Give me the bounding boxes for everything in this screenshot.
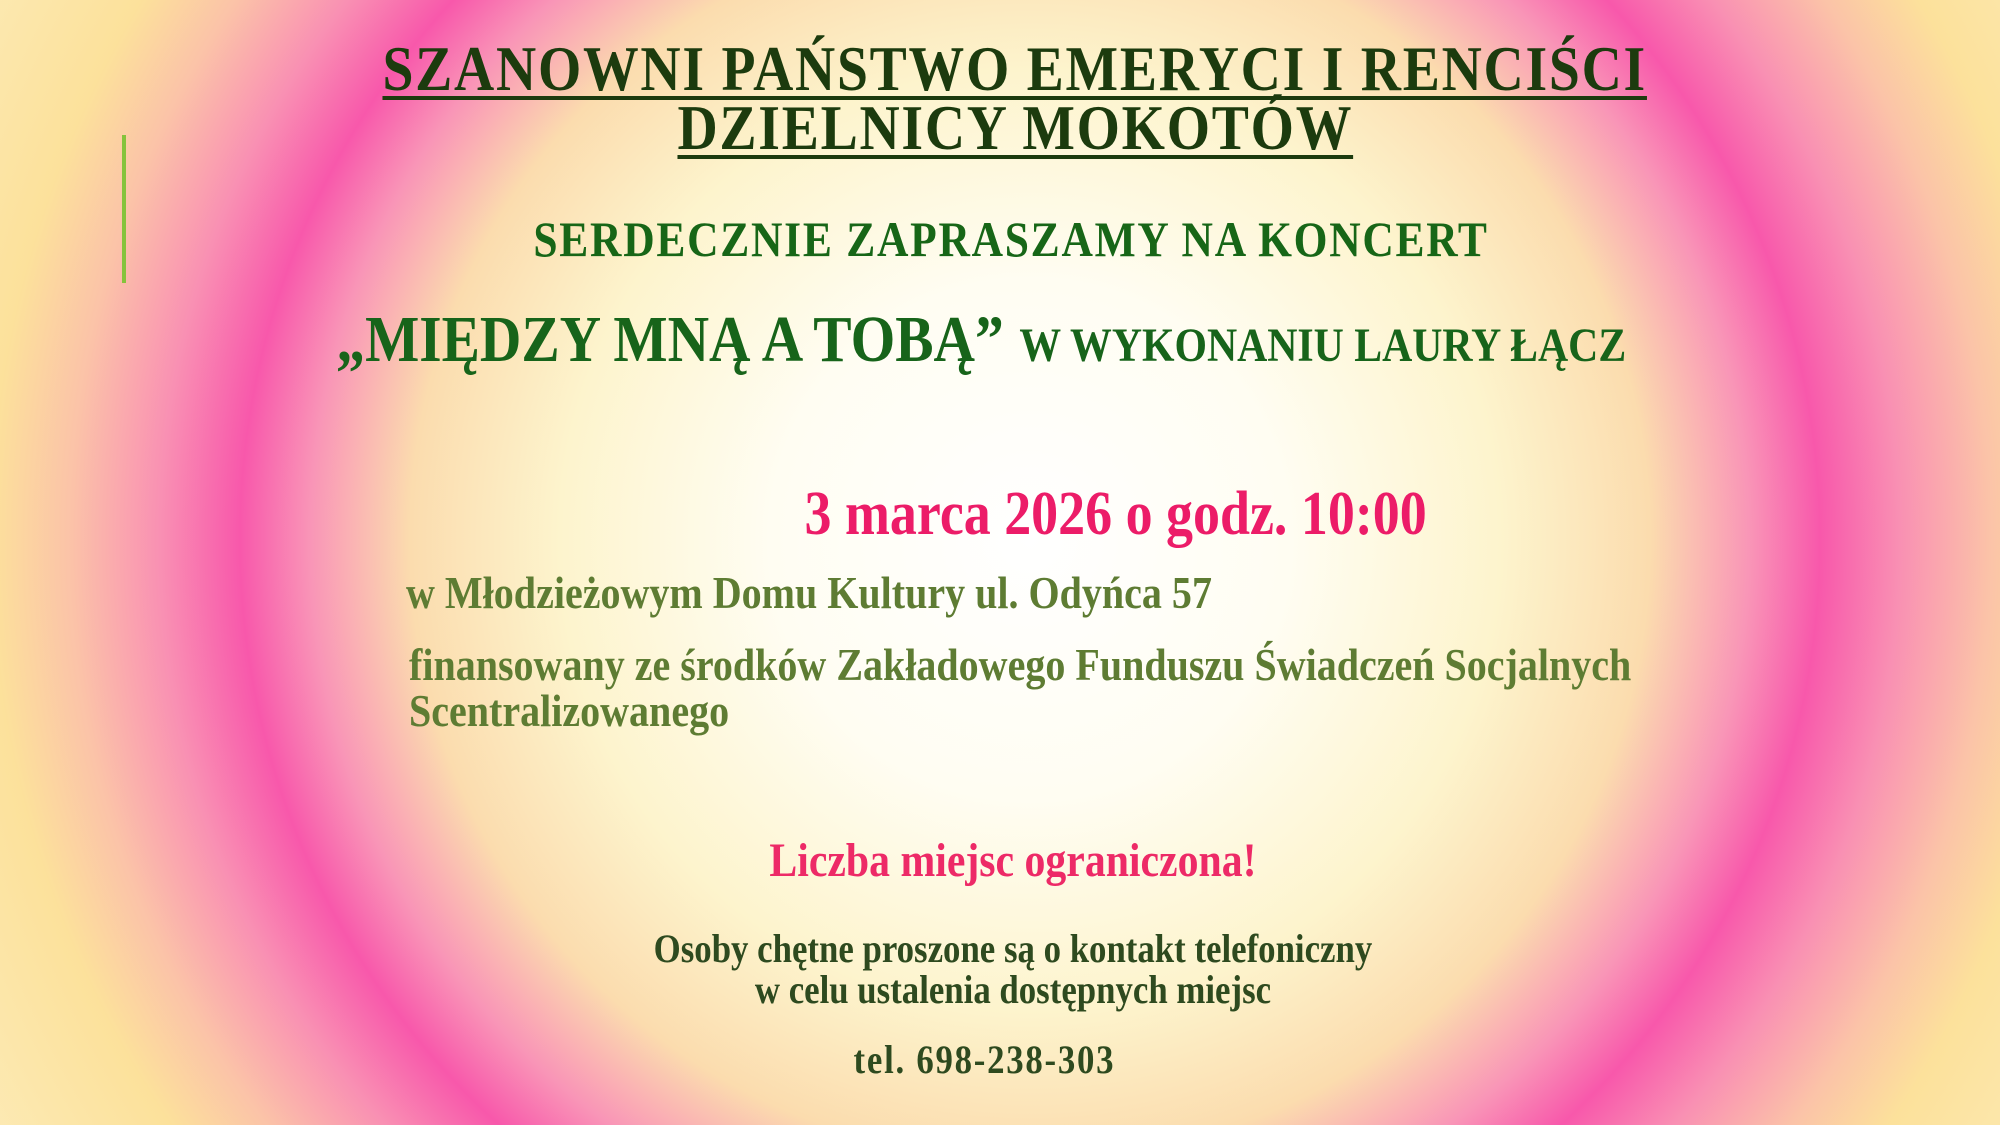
concert-performer: W WYKONANIU LAURY ŁĄCZ	[1019, 319, 1626, 372]
title-text-2: DZIELNICY MOKOTÓW	[677, 92, 1353, 163]
subtitle	[0, 210, 2000, 268]
contact-text-2: w celu ustalenia dostępnych miejsc	[754, 967, 1272, 1012]
venue	[0, 566, 2000, 619]
funding-text-1: finansowany ze środków Zakładowego Funduszu Świadczeń Socjalnych	[409, 639, 1632, 690]
phone-number	[0, 1036, 2000, 1083]
event-date	[0, 479, 2000, 550]
title-text-1: SZANOWNI PAŃSTWO EMERYCI I RENCIŚCI	[382, 33, 1648, 104]
page-title-line-2	[0, 91, 2000, 165]
seats-warning	[0, 833, 2000, 888]
concert-title-line	[0, 302, 2000, 378]
event-date-text: 3 marca 2026 o godz. 10:00	[804, 480, 1428, 548]
funding-text-2: Scentralizowanego	[409, 685, 730, 736]
contact-text-1: Osoby chętne proszone są o kontakt telefoniczny	[653, 926, 1373, 971]
contact-note	[0, 928, 2000, 1010]
funding-note	[0, 639, 2000, 736]
subtitle-text: SERDECZNIE ZAPRASZAMY NA KONCERT	[533, 211, 1489, 267]
venue-text: w Młodzieżowym Domu Kultury ul. Odyńca 57	[406, 567, 1212, 618]
concert-title: „MIĘDZY MNĄ A TOBĄ”	[336, 303, 1004, 376]
phone-number-text: tel. 698-238-303	[853, 1037, 1115, 1082]
seats-warning-text: Liczba miejsc ograniczona!	[769, 834, 1257, 887]
